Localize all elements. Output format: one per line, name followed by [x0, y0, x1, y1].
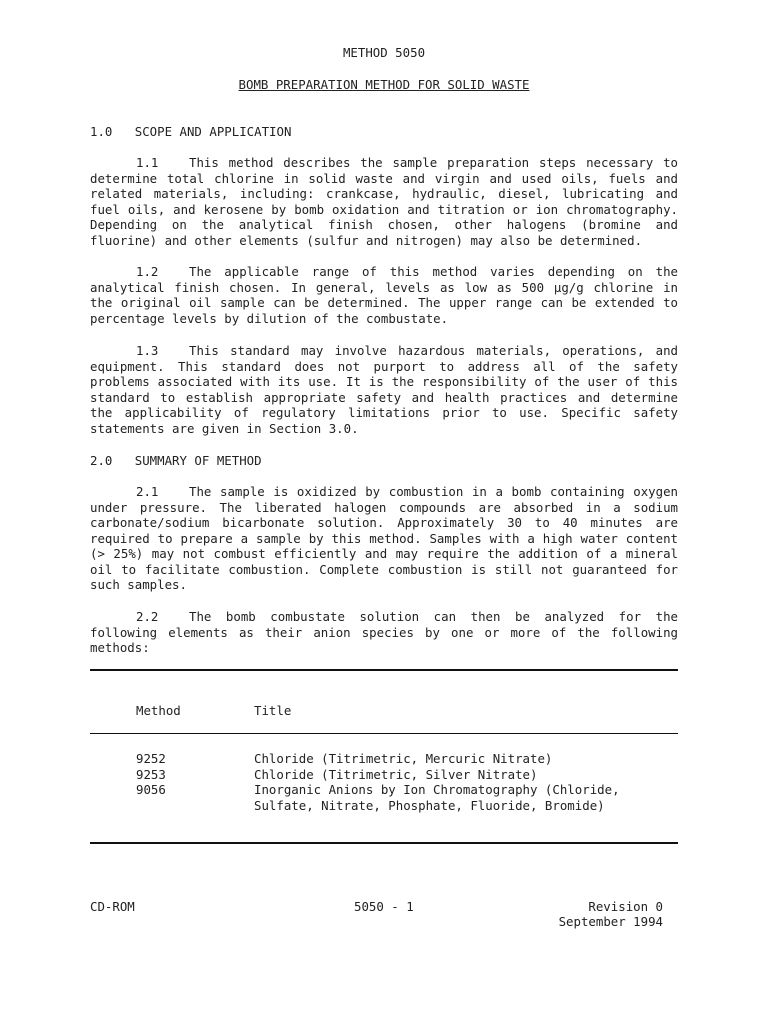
- paragraph-2-1: [90, 484, 678, 593]
- footer-date: September 1994: [558, 914, 663, 929]
- section-heading-2: 2.0 SUMMARY OF METHOD: [90, 453, 262, 468]
- section-heading-1: 1.0 SCOPE AND APPLICATION: [90, 124, 292, 139]
- table-bottom-rule: [90, 842, 678, 844]
- table-header-title: Title: [254, 703, 292, 718]
- paragraph-text: The applicable range of this method varies depending on the analytical finish chosen. In general, levels as low as 500 µg/g chlorine in the original oil sample can be determined. The upper range can be extended to percentage levels by dilution of the combustate.: [90, 264, 678, 326]
- table-header-method: Method: [136, 703, 181, 718]
- paragraph-text: The bomb combustate solution can then be analyzed for the following elements as their anion species by one or more of the following methods:: [90, 609, 678, 655]
- table-cell-method: 9253: [136, 767, 166, 782]
- paragraph-number: 1.1: [136, 155, 159, 170]
- paragraph-number: 2.2: [136, 609, 159, 624]
- table-cell-title: Inorganic Anions by Ion Chromatography (Chloride, Sulfate, Nitrate, Phosphate, Fluoride, Bromide): [254, 782, 620, 813]
- paragraph-1-2: [90, 264, 678, 326]
- footer-revision: Revision 0: [588, 899, 663, 914]
- paragraph-number: 2.1: [136, 484, 159, 499]
- table-cell-method: 9056: [136, 782, 166, 797]
- table-header-rule: [90, 733, 678, 734]
- table-cell-title: Chloride (Titrimetric, Silver Nitrate): [254, 767, 538, 782]
- footer-left: CD-ROM: [90, 899, 135, 914]
- paragraph-text: This standard may involve hazardous materials, operations, and equipment. This standard does not purport to address all of the safety problems associated with its use. It is the responsibility of the user of this standard to establish appropriate safety and health practices and determine the applicability of regulatory limitations prior to use. Specific safety statements are given in Section 3.0.: [90, 343, 678, 436]
- paragraph-text: The sample is oxidized by combustion in a bomb containing oxygen under pressure. The liberated halogen compounds are absorbed in a sodium carbonate/sodium bicarbonate solution. Approximately 30 to 40 minutes are required to prepare a sample by this method. Samples with a high water content (> 25%) may not combust efficiently and may require the addition of a mineral oil to facilitate combustion. Complete combustion is still not guaranteed for such samples.: [90, 484, 678, 592]
- table-cell-method: 9252: [136, 751, 166, 766]
- paragraph-number: 1.2: [136, 264, 159, 279]
- table-top-rule: [90, 669, 678, 671]
- paragraph-number: 1.3: [136, 343, 159, 358]
- document-title: BOMB PREPARATION METHOD FOR SOLID WASTE: [238, 77, 530, 92]
- paragraph-1-3: [90, 343, 678, 436]
- paragraph-2-2: [90, 609, 678, 656]
- table-cell-title: Chloride (Titrimetric, Mercuric Nitrate): [254, 751, 553, 766]
- paragraph-1-1: [90, 155, 678, 248]
- method-number: METHOD 5050: [342, 45, 426, 60]
- footer-page-number: 5050 - 1: [354, 899, 414, 914]
- paragraph-text: This method describes the sample preparation steps necessary to determine total chlorine in solid waste and virgin and used oils, fuels and related materials, including: crankcase, hydraulic, diesel, lubricating and fuel oils, and kerosene by bomb oxidation and titration or ion chromatography. Depending on the analytical finish chosen, other halogens (bromine and fluorine) and other elements (sulfur and nitrogen) may also be determined.: [90, 155, 678, 248]
